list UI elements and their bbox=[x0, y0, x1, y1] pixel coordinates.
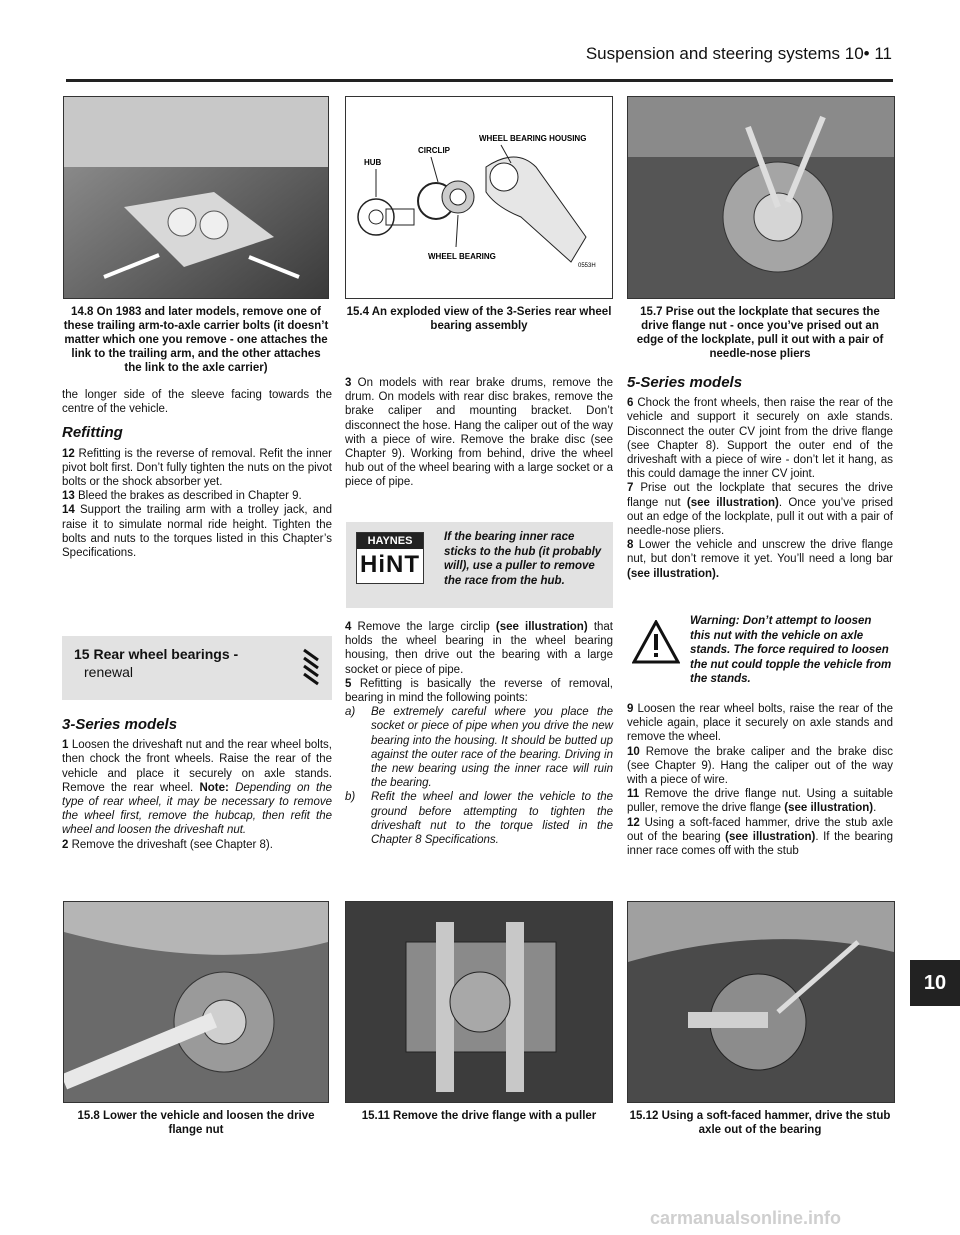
series5-heading: 5-Series models bbox=[627, 374, 743, 391]
caption-15-7: 15.7 Prise out the lockplate that secures the drive flange nut - once you’ve prised out an edge of the lockplate, pull it out with a pair of needle-nose pliers bbox=[636, 306, 884, 360]
photo-14-8 bbox=[63, 96, 329, 299]
photo-15-12 bbox=[627, 901, 895, 1103]
drive-flange-nut-photo bbox=[64, 902, 328, 1102]
paragraph-12-5series: 12 Using a soft-faced hammer, drive the stub axle out of the bearing (see illustration). If the bearing inner race comes off with the stub bbox=[627, 816, 893, 858]
list-item-a: a) Be extremely careful where you place the socket or piece of pipe when you drive the new bearing into the housing. It should be butted up against the outer race of the bearing. Driving in the new bearing using the inner race will ruin the bearing. bbox=[345, 706, 613, 790]
column-2-lower bbox=[345, 620, 613, 847]
paragraph-9: 9 Loosen the rear wheel bolts, raise the rear of the vehicle again, place it securely on axle stands and remove the wheel. bbox=[627, 703, 893, 744]
paragraph-5: 5 Refitting is basically the reverse of removal, bearing in mind the following points: bbox=[345, 677, 613, 705]
warning-triangle-icon bbox=[632, 620, 680, 664]
paragraph-3: 3 On models with rear brake drums, remove the drum. On models with rear disc brakes, remove the brake caliper and mounting bracket. Don’t disconnect the hose. Hang the caliper out of the way with a piece of wire. Remove the brake disc (see Chapter 9). Working from behind, drive the wheel hub out of the wheel bearing with a large socket or a piece of pipe. bbox=[345, 377, 613, 489]
paragraph-1: 1 Loosen the driveshaft nut and the rear wheel bolts, then chock the front wheels. Raise the rear of the vehicle and place it securely on axle stands. Remove the rear wheel. Note: Depending on the type of rear wheel, it may be necessary to remove the wheel first, remove the hubcap, then refit the wheel and loosen the driveshaft nut. bbox=[62, 739, 332, 837]
label-wheel-bearing: WHEEL BEARING bbox=[428, 252, 496, 261]
paragraph-11: 11 Remove the drive flange nut. Using a suitable puller, remove the drive flange (see illustration). bbox=[627, 788, 893, 815]
photo-15-11 bbox=[345, 901, 613, 1103]
watermark: carmanualsonline.info bbox=[650, 1208, 842, 1228]
running-header: Suspension and steering systems 10• 11 bbox=[585, 44, 892, 63]
puller-photo bbox=[346, 902, 612, 1102]
header-rule bbox=[66, 79, 893, 82]
section-title: 15 Rear wheel bearings - bbox=[74, 646, 239, 662]
label-housing: WHEEL BEARING HOUSING bbox=[479, 134, 587, 143]
paragraph-4: 4 Remove the large circlip (see illustration) that holds the wheel bearing in the wheel bearing housing, then drive out the bearing with a large socket or piece of pipe. bbox=[345, 621, 613, 676]
caption-15-4: 15.4 An exploded view of the 3-Series rear wheel bearing assembly bbox=[346, 306, 612, 332]
column-1-lower bbox=[62, 712, 332, 852]
list-item-b: b) Refit the wheel and lower the vehicle to the ground before attempting to tighten the driveshaft nut to the torque listed in the Chapter 8 Specifications. bbox=[345, 791, 613, 847]
column-2 bbox=[345, 376, 613, 490]
intro-paragraph: the longer side of the sleeve facing towards the centre of the vehicle. bbox=[62, 389, 332, 416]
label-code: 0553H bbox=[578, 263, 596, 269]
photo-15-7 bbox=[627, 96, 895, 299]
caption-15-12: 15.12 Using a soft-faced hammer, drive the stub axle out of the bearing bbox=[629, 1110, 891, 1136]
caption-15-8: 15.8 Lower the vehicle and loosen the drive flange nut bbox=[77, 1110, 315, 1136]
caption-15-11: 15.11 Remove the drive flange with a puller bbox=[361, 1110, 597, 1122]
column-3 bbox=[627, 370, 893, 581]
paragraph-12: 12 Refitting is the reverse of removal. Refit the inner pivot bolt first. Don’t fully tighten the nuts on the pivot bolts or the shock absorber yet. bbox=[62, 447, 333, 489]
label-circlip: CIRCLIP bbox=[418, 146, 450, 155]
series3-heading: 3-Series models bbox=[62, 716, 178, 733]
trailing-arm-photo bbox=[64, 97, 328, 298]
paragraph-7: 7 Prise out the lockplate that secures the drive flange nut (see illustration). Once you’ve prised out an edge of the lockplate, pull it out with a pair of needle-nose pliers. bbox=[627, 482, 893, 538]
paragraph-2: 2 Remove the driveshaft (see Chapter 8). bbox=[62, 838, 273, 851]
hint-logo-top: HAYNES bbox=[357, 533, 423, 549]
refit-points-list bbox=[345, 705, 613, 847]
difficulty-wrench-icon bbox=[300, 646, 322, 690]
paragraph-13: 13 Bleed the brakes as described in Chapter 9. bbox=[62, 490, 302, 503]
hint-logo-bottom: HiNT bbox=[360, 551, 420, 578]
label-hub: HUB bbox=[364, 158, 382, 167]
section-subtitle: renewal bbox=[84, 664, 134, 680]
paragraph-14: 14 Support the trailing arm with a trolley jack, and raise it to simulate normal ride height. Tighten the bolts and nuts to the torques listed in this Chapter’s Specifications. bbox=[62, 504, 332, 560]
hint-text: If the bearing inner race sticks to the hub (it probably will), use a puller to remove the race from the hub. bbox=[444, 531, 602, 587]
section-heading-box bbox=[62, 636, 332, 700]
bearing-exploded-diagram bbox=[346, 97, 612, 298]
lockplate-photo bbox=[628, 97, 894, 298]
paragraph-6: 6 Chock the front wheels, then raise the rear of the vehicle and support it securely on axle stands. Disconnect the outer CV joint from the drive flange (see Chapter 8). Support the outer end of the driveshaft with a piece of wire - don’t let it hang, as this could damage the inner CV joint. bbox=[627, 397, 893, 481]
chapter-tab: 10 bbox=[910, 960, 960, 1006]
paragraph-10: 10 Remove the brake caliper and the brake disc (see Chapter 9). Hang the caliper out of the way with a piece of wire. bbox=[627, 745, 893, 787]
haynes-hint-box bbox=[346, 522, 613, 608]
paragraph-8: 8 Lower the vehicle and unscrew the drive flange nut, but don’t remove it yet. You’ll need a long bar (see illustration). bbox=[627, 539, 893, 580]
photo-15-8 bbox=[63, 901, 329, 1103]
diagram-15-4 bbox=[345, 96, 613, 299]
column-3-lower bbox=[627, 702, 893, 858]
warning-text: Warning: Don’t attempt to loosen this nut with the vehicle on axle stands. The force required to loosen the nut could topple the vehicle from the stands. bbox=[690, 615, 892, 685]
caption-14-8: 14.8 On 1983 and later models, remove one of these trailing arm-to-axle carrier bolts (it doesn’t matter which one you remove - one attaches the link to the trailing arm, and the other attaches the link to the axle carrier) bbox=[63, 306, 329, 374]
haynes-hint-logo bbox=[356, 532, 424, 584]
stub-axle-photo bbox=[628, 902, 894, 1102]
refitting-heading: Refitting bbox=[62, 424, 123, 442]
column-1 bbox=[62, 388, 332, 560]
